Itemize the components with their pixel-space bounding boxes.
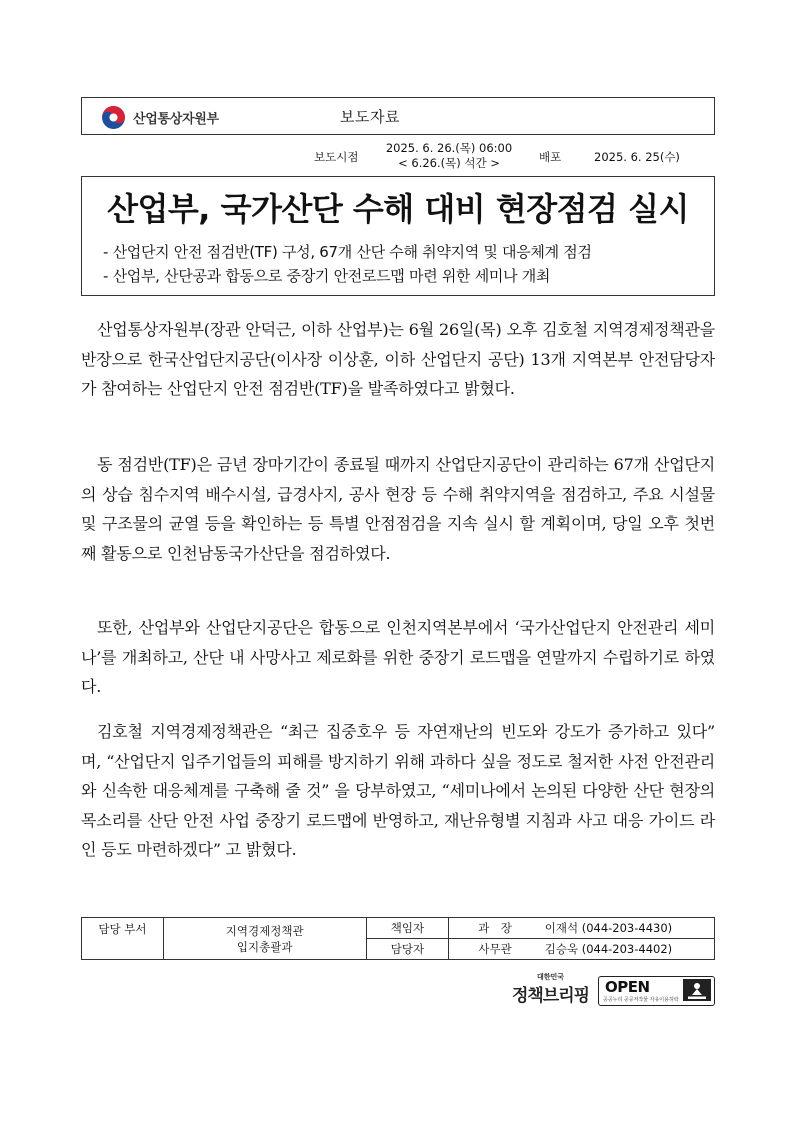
embargo-datetime: 2025. 6. 26.(목) 06:00 [385, 141, 513, 155]
distribution-label: 배포 [539, 150, 562, 164]
subtitle-2: - 산업부, 산단공과 합동으로 중장기 안전로드맵 마련 위한 세미나 개최 [103, 267, 551, 285]
contact-person: 이재석 (044-203-4430) [541, 918, 715, 939]
contact-title: 과 장 [449, 918, 541, 939]
dept-line-2: 입지총괄과 [236, 939, 293, 954]
attribution-badge-icon [683, 979, 711, 1001]
embargo-label: 보도시점 [314, 150, 359, 164]
policy-briefing-name: 정책브리핑 [511, 986, 590, 1006]
policy-briefing-logo [508, 972, 593, 1008]
contact-person: 김승욱 (044-203-4402) [541, 939, 715, 960]
dept-label: 담당 부서 [82, 918, 164, 960]
ministry-name: 산업통상자원부 [133, 111, 219, 127]
page-title: 산업부, 국가산단 수해 대비 현장점검 실시 [107, 190, 689, 228]
dept-name [163, 918, 366, 960]
embargo-time [375, 141, 523, 171]
contact-table [81, 917, 715, 960]
subtitle-1: - 산업단지 안전 점검반(TF) 구성, 67개 산단 수해 취약지역 및 대응체계 점검 [103, 243, 592, 261]
document-type: 보도자료 [340, 108, 400, 126]
contact-title: 사무관 [449, 939, 541, 960]
open-text: OPEN [605, 978, 650, 996]
body-paragraph-2: 동 점검반(TF)은 금년 장마기간이 종료될 때까지 산업단지공단이 관리하는 67개 산업단지의 상습 침수지역 배수시설, 급경사지, 공사 현장 등 수해 취약지역을 점검하고, 주요 시설물 및 구조물의 균열 등을 확인하는 등 특별 안점점검을 지속 실시 할 계획이며, 당일 오후 첫번째 활동으로 인천남동국가산단을 점검하였다. [81, 455, 715, 563]
contact-row [82, 918, 715, 939]
policy-briefing-country: 대한민국 [536, 973, 565, 981]
contact-role: 책임자 [366, 918, 449, 939]
kogl-open-license-logo [598, 976, 715, 1006]
open-license-caption: 공공누리 공공저작물 자유이용허락 [603, 997, 679, 1003]
body-paragraph-3: 또한, 산업부와 산업단지공단은 합동으로 인천지역본부에서 ‘국가산업단지 안전관리 세미나’를 개최하고, 산단 내 사망사고 제로화를 위한 중장기 로드맵을 연말까지 수립하기로 하였다. [81, 618, 715, 696]
body-paragraph-1: 산업통상자원부(장관 안덕근, 이하 산업부)는 6월 26일(목) 오후 김호철 지역경제정책관을 반장으로 한국산업단지공단(이사장 이상훈, 이하 산업단지 공단) 13개 지역본부 안전담당자가 참여하는 산업단지 안전 점검반(TF)을 발족하였다고 밝혔다. [81, 320, 715, 398]
dept-line-1: 지역경제정책관 [225, 923, 304, 938]
body-paragraph-4: 김호철 지역경제정책관은 “최근 집중호우 등 자연재난의 빈도와 강도가 증가하고 있다” 며, “산업단지 입주기업들의 피해를 방지하기 위해 과하다 싶을 정도로 철저한 사전 안전관리와 신속한 대응체계를 구축해 줄 것” 을 당부하였고, “세미나에서 논의된 다양한 산단 현장의 목소리를 산단 안전 사업 중장기 로드맵에 반영하고, 재난유형별 지침과 사고 대응 가이드 라인 등도 마련하겠다” 고 밝혔다. [81, 722, 715, 859]
ministry-logo [100, 103, 219, 131]
distribution-date: 2025. 6. 25(수) [594, 150, 680, 164]
taegeuk-emblem-icon [100, 104, 127, 131]
embargo-edition: < 6.26.(목) 석간 > [398, 156, 500, 170]
contact-role: 담당자 [366, 939, 449, 960]
